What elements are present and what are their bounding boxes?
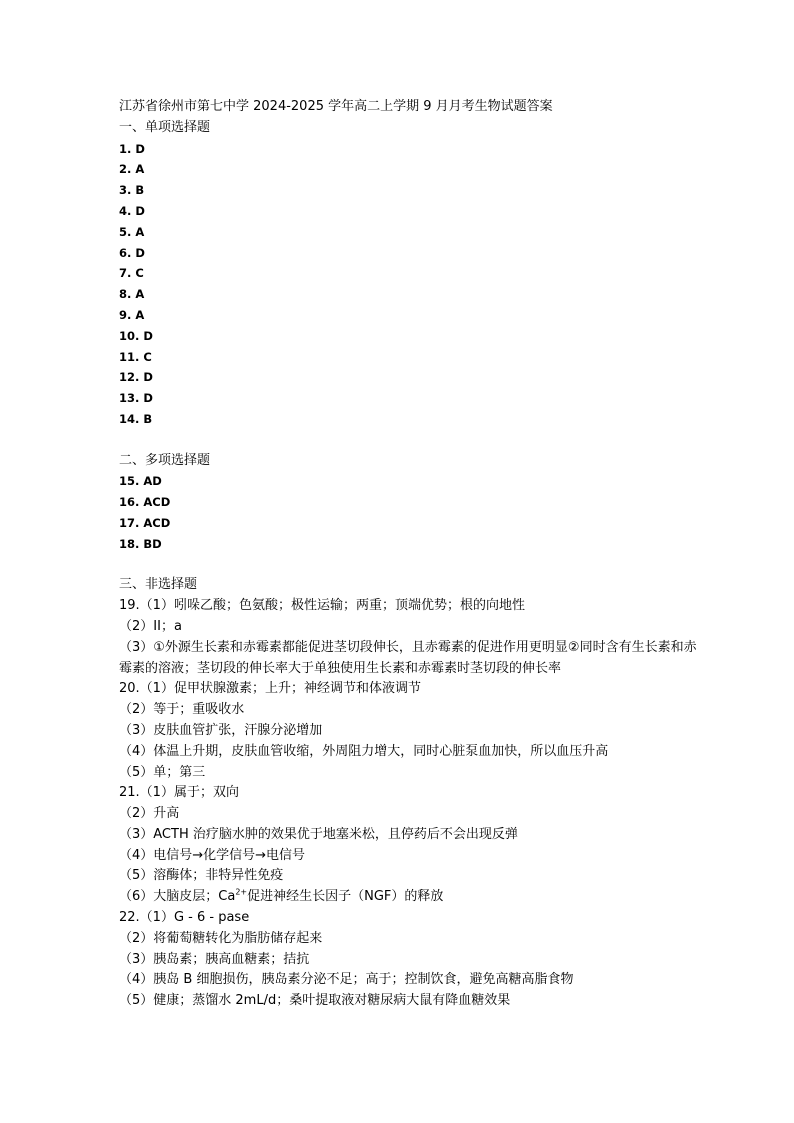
section-heading-single-choice: 一、单项选择题 — [119, 119, 211, 135]
answer-item: 3. B — [119, 183, 145, 198]
answer-item: 10. D — [119, 328, 153, 343]
q21-part5: （5）溶酶体；非特异性免疫 — [119, 868, 284, 884]
q21-part1: 21.（1）属于；双向 — [119, 785, 239, 801]
answer-item: 7. C — [119, 266, 144, 281]
q22-part2: （2）将葡萄糖转化为脂肪储存起来 — [119, 930, 323, 946]
q21-part2: （2）升高 — [119, 806, 180, 822]
q22-part4: （4）胰岛 B 细胞损伤，胰岛素分泌不足；高于；控制饮食，避免高糖高脂食物 — [119, 972, 574, 988]
answer-item: 5. A — [119, 224, 145, 239]
answer-item: 4. D — [119, 203, 145, 218]
q19-part3: （3）①外源生长素和赤霉素都能促进茎切段伸长，且赤霉素的促进作用更明显②同时含有生长素和赤霉素的溶液；茎切段的伸长率大于单独使用生长素和赤霉素时茎切段的伸长率 — [119, 639, 697, 676]
answer-item: 16. ACD — [119, 495, 171, 510]
answer-item: 12. D — [119, 370, 153, 385]
q21-part6-start: （6）大脑皮层；Ca — [119, 889, 236, 905]
q20-part5: （5）单；第三 — [119, 764, 206, 780]
q22-part1: 22.（1）G - 6 - pase — [119, 910, 250, 926]
q21-part3: （3）ACTH 治疗脑水肿的效果优于地塞米松，且停药后不会出现反弹 — [119, 826, 518, 842]
q21-part6-end: 促进神经生长因子（NGF）的释放 — [247, 889, 444, 905]
spacer — [119, 555, 699, 576]
answer-item: 8. A — [119, 287, 145, 302]
q20-part1: 20.（1）促甲状腺激素；上升；神经调节和体液调节 — [119, 681, 421, 697]
q22-part3: （3）胰岛素；胰高血糖素；拮抗 — [119, 951, 310, 967]
q20-part3: （3）皮肤血管扩张，汗腺分泌增加 — [119, 722, 323, 738]
answer-item: 9. A — [119, 307, 145, 322]
q20-part2: （2）等于；重吸收水 — [119, 702, 245, 718]
section-heading-non-choice: 三、非选择题 — [119, 577, 198, 593]
answer-item: 11. C — [119, 349, 152, 364]
answer-item: 2. A — [119, 162, 145, 177]
q19-part2: （2）II；a — [119, 618, 182, 634]
q19-part1: 19.（1）吲哚乙酸；色氨酸；极性运输；两重；顶端优势；根的向地性 — [119, 598, 525, 614]
answer-item: 15. AD — [119, 474, 162, 489]
answer-item: 14. B — [119, 411, 153, 426]
spacer — [119, 430, 699, 451]
answer-document — [119, 97, 699, 1012]
section-heading-multiple-choice: 二、多项选择题 — [119, 452, 211, 468]
document-title: 江苏省徐州市第七中学 2024-2025 学年高二上学期 9 月月考生物试题答案 — [119, 99, 553, 114]
answer-item: 13. D — [119, 391, 153, 406]
answer-item: 17. ACD — [119, 515, 171, 530]
q22-part5: （5）健康；蒸馏水 2mL/d；桑叶提取液对糖尿病大鼠有降血糖效果 — [119, 993, 511, 1009]
q21-part4: （4）电信号→化学信号→电信号 — [119, 847, 306, 863]
answer-item: 18. BD — [119, 536, 162, 551]
q20-part4: （4）体温上升期，皮肤血管收缩，外周阻力增大，同时心脏泵血加快，所以血压升高 — [119, 743, 609, 759]
calcium-charge-superscript: 2+ — [235, 887, 248, 897]
answer-item: 6. D — [119, 245, 145, 260]
answer-item: 1. D — [119, 141, 145, 156]
q21-part6 — [119, 887, 699, 908]
